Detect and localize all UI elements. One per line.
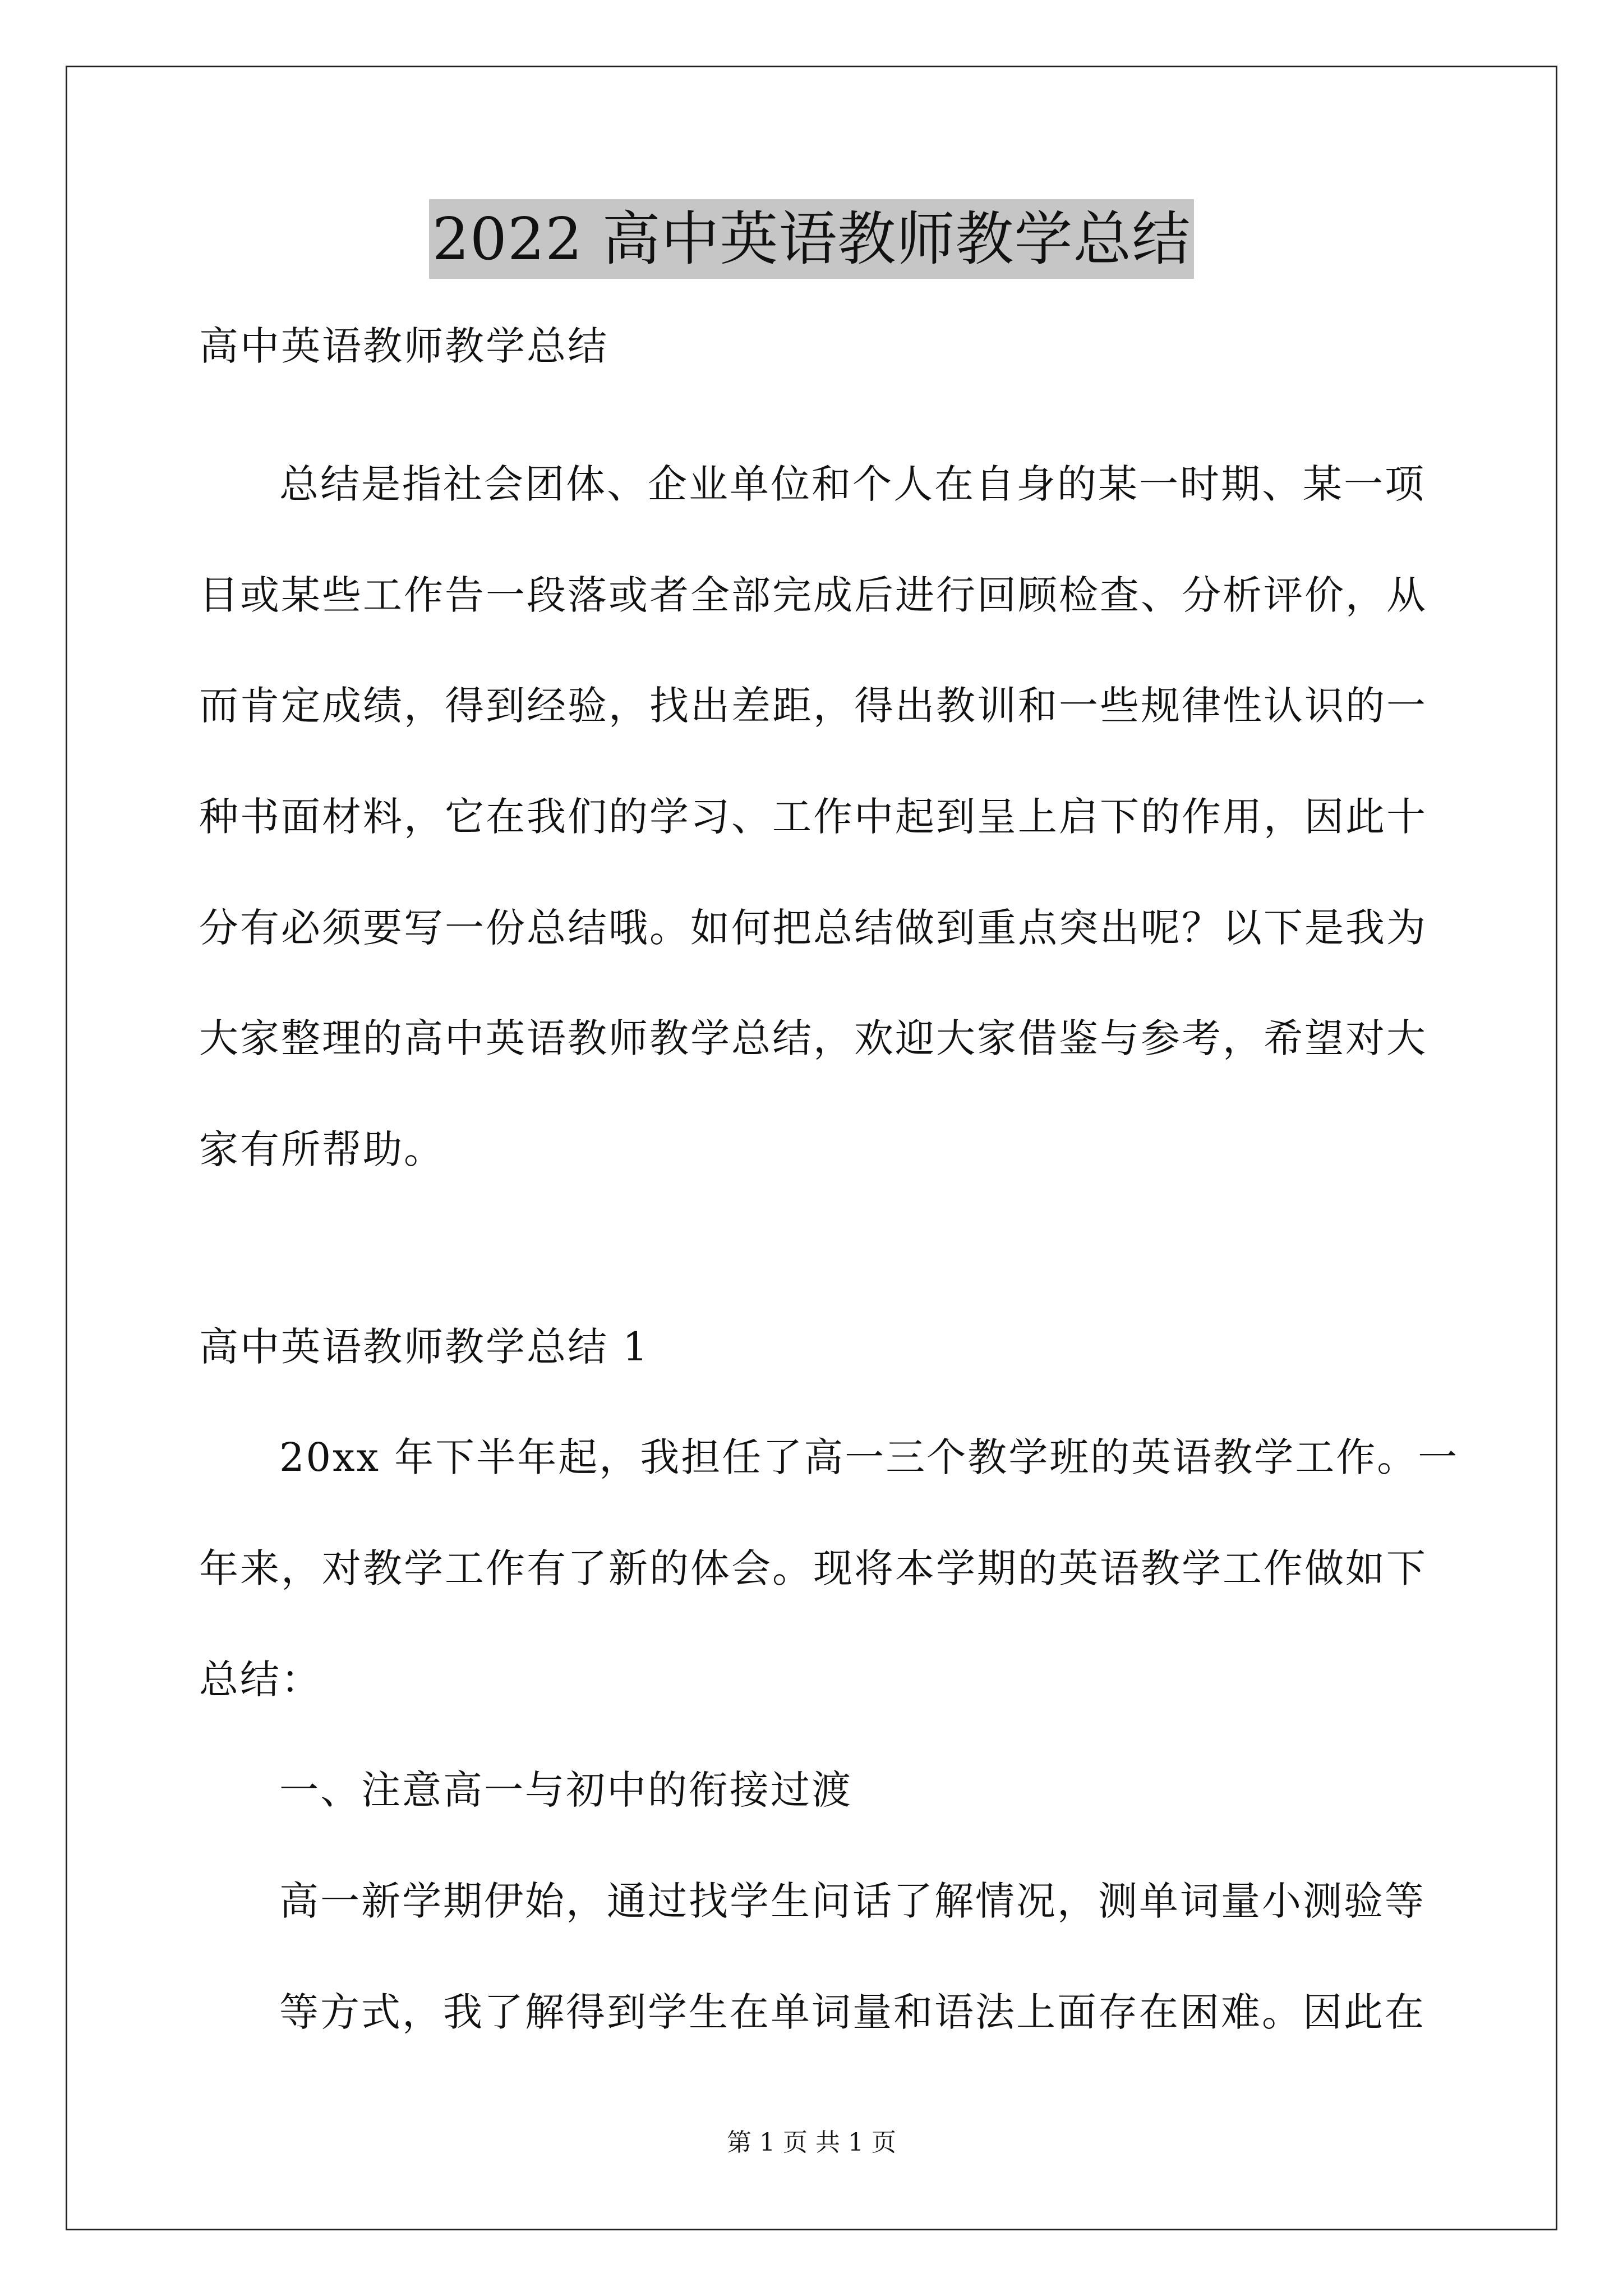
intro-line-3: 而肯定成绩，得到经验，找出差距，得出教训和一些规律性认识的一 [199, 683, 1427, 729]
document-title: 2022 高中英语教师教学总结 [429, 199, 1195, 279]
intro-line-2: 目或某些工作告一段落或者全部完成后进行回顾检查、分析评价，从 [199, 572, 1427, 618]
point1-line-2: 等方式，我了解得到学生在单词量和语法上面存在困难。因此在 [279, 1989, 1426, 2035]
intro-line-7: 家有所帮助。 [199, 1126, 445, 1172]
section1-title: 高中英语教师教学总结 1 [199, 1324, 649, 1370]
document-subtitle: 高中英语教师教学总结 [199, 323, 608, 369]
point1-heading: 一、注意高一与初中的衔接过渡 [279, 1767, 852, 1813]
point1-line-1: 高一新学期伊始，通过找学生问话了解情况，测单词量小测验等 [279, 1878, 1426, 1924]
intro-line-6: 大家整理的高中英语教师教学总结，欢迎大家借鉴与参考，希望对大 [199, 1015, 1427, 1061]
intro-line-1: 总结是指社会团体、企业单位和个人在自身的某一时期、某一项 [279, 461, 1426, 507]
intro-line-4: 种书面材料，它在我们的学习、工作中起到呈上启下的作用，因此十 [199, 794, 1427, 840]
section1-line-2: 年来，对教学工作有了新的体会。现将本学期的英语教学工作做如下 [199, 1545, 1427, 1591]
section1-line-1: 20xx 年下半年起，我担任了高一三个教学班的英语教学工作。一 [279, 1434, 1459, 1480]
title-wrap [0, 199, 1623, 279]
section1-line-3: 总结： [199, 1657, 322, 1703]
page-footer: 第 1 页 共 1 页 [727, 2128, 896, 2157]
intro-line-5: 分有必须要写一份总结哦。如何把总结做到重点突出呢？以下是我为 [199, 905, 1427, 951]
